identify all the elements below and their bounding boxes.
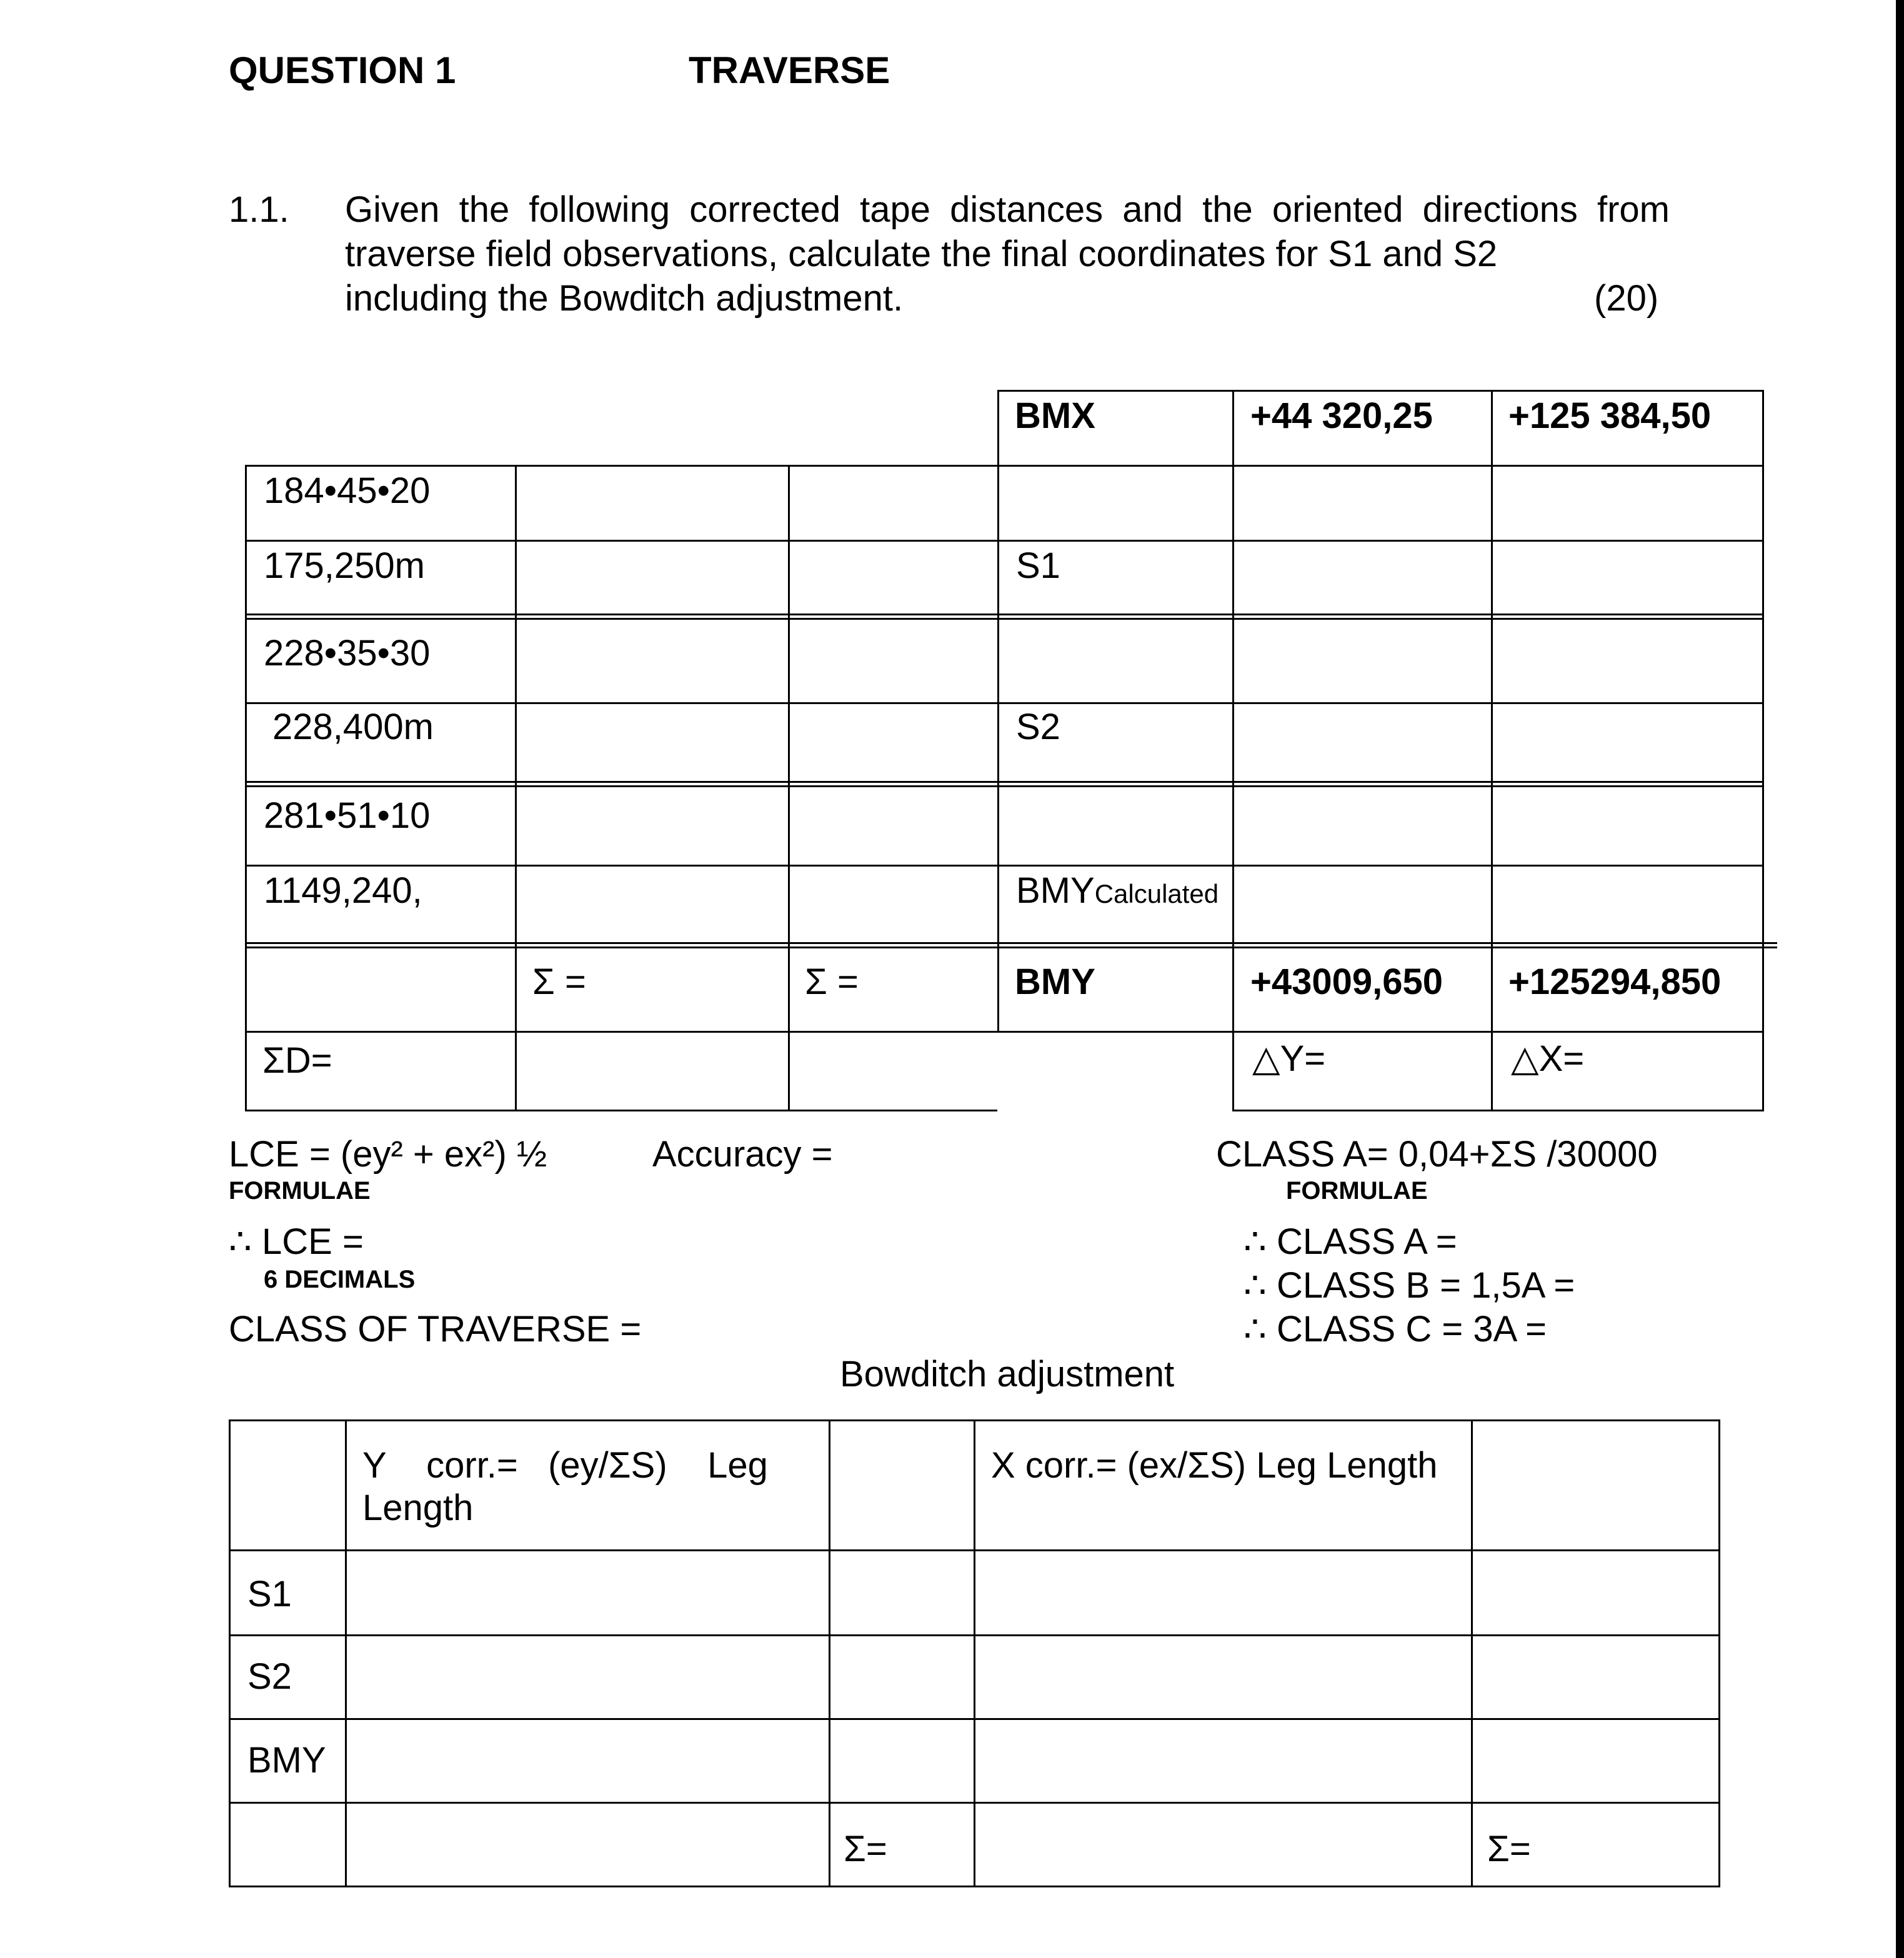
distance-bmx-s1: 175,250m xyxy=(264,545,425,586)
y-correction-header-2: Length xyxy=(362,1488,474,1528)
bmx-x-value: +125 384,50 xyxy=(1508,395,1712,436)
bowditch-station-s2: S2 xyxy=(247,1656,292,1697)
calculated-suffix: Calculated xyxy=(1094,879,1219,908)
bowditch-station-s1: S1 xyxy=(247,1574,292,1614)
topic-heading: TRAVERSE xyxy=(689,49,890,91)
station-s2: S2 xyxy=(1016,707,1060,747)
station-bmy-calculated xyxy=(1016,870,1219,912)
station-bmy-label: BMY xyxy=(1016,870,1095,911)
delta-y-label: △Y= xyxy=(1252,1038,1326,1079)
class-a-result: ∴ CLASS A = xyxy=(1244,1221,1457,1262)
question-line-3: including the Bowditch adjustment. xyxy=(345,278,904,319)
therefore-lce: ∴ LCE = xyxy=(229,1221,364,1262)
bmy-x-value: +125294,850 xyxy=(1508,962,1722,1002)
x-correction-header: X corr.= (ex/ΣS) Leg Length xyxy=(991,1445,1438,1486)
question-line-2: traverse field observations, calculate the final coordinates for S1 and S2 xyxy=(345,234,1498,274)
six-decimals-label: 6 DECIMALS xyxy=(264,1266,416,1293)
question-marks: (20) xyxy=(1594,278,1659,319)
direction-s2-bmy: 281•51•10 xyxy=(264,795,431,836)
lce-formula: LCE = (ey² + ex²) ½ xyxy=(229,1134,547,1175)
delta-x-label: △X= xyxy=(1511,1038,1585,1079)
question-line-1: Given the following corrected tape distances and the oriented directions from xyxy=(345,189,1670,230)
bmy-y-value: +43009,650 xyxy=(1250,962,1443,1002)
accuracy-label: Accuracy = xyxy=(652,1134,833,1175)
distance-s1-s2: 228,400m xyxy=(272,707,434,747)
bmx-label: BMX xyxy=(1015,395,1095,436)
bowditch-station-bmy: BMY xyxy=(247,1740,326,1781)
station-s1: S1 xyxy=(1016,545,1060,586)
sum-distance-label: ΣD= xyxy=(262,1040,332,1081)
distance-s2-bmy: 1149,240, xyxy=(264,870,422,911)
class-a-formula: CLASS A= 0,04+ΣS /30000 xyxy=(1216,1134,1658,1175)
question-number: 1.1. xyxy=(229,189,289,230)
class-c-result: ∴ CLASS C = 3A = xyxy=(1244,1309,1547,1349)
question-heading: QUESTION 1 xyxy=(229,49,456,91)
sum-column-2: Σ = xyxy=(805,962,859,1002)
class-of-traverse: CLASS OF TRAVERSE = xyxy=(229,1309,642,1349)
bmx-y-value: +44 320,25 xyxy=(1250,395,1433,436)
direction-bmx-s1: 184•45•20 xyxy=(264,470,431,511)
bowditch-sum-y: Σ= xyxy=(844,1829,887,1869)
formulae-label-right: FORMULAE xyxy=(1286,1177,1428,1205)
bowditch-sum-x: Σ= xyxy=(1487,1829,1531,1869)
direction-s1-s2: 228•35•30 xyxy=(264,633,431,673)
page-edge-bar xyxy=(1896,0,1904,1958)
class-b-result: ∴ CLASS B = 1,5A = xyxy=(1244,1265,1575,1306)
bowditch-title: Bowditch adjustment xyxy=(840,1354,1175,1394)
bmy-label: BMY xyxy=(1015,962,1095,1002)
sum-column-1: Σ = xyxy=(532,962,586,1002)
y-correction-header: Y corr.= (ey/ΣS) Leg xyxy=(362,1445,768,1486)
formulae-label-left: FORMULAE xyxy=(229,1177,371,1205)
